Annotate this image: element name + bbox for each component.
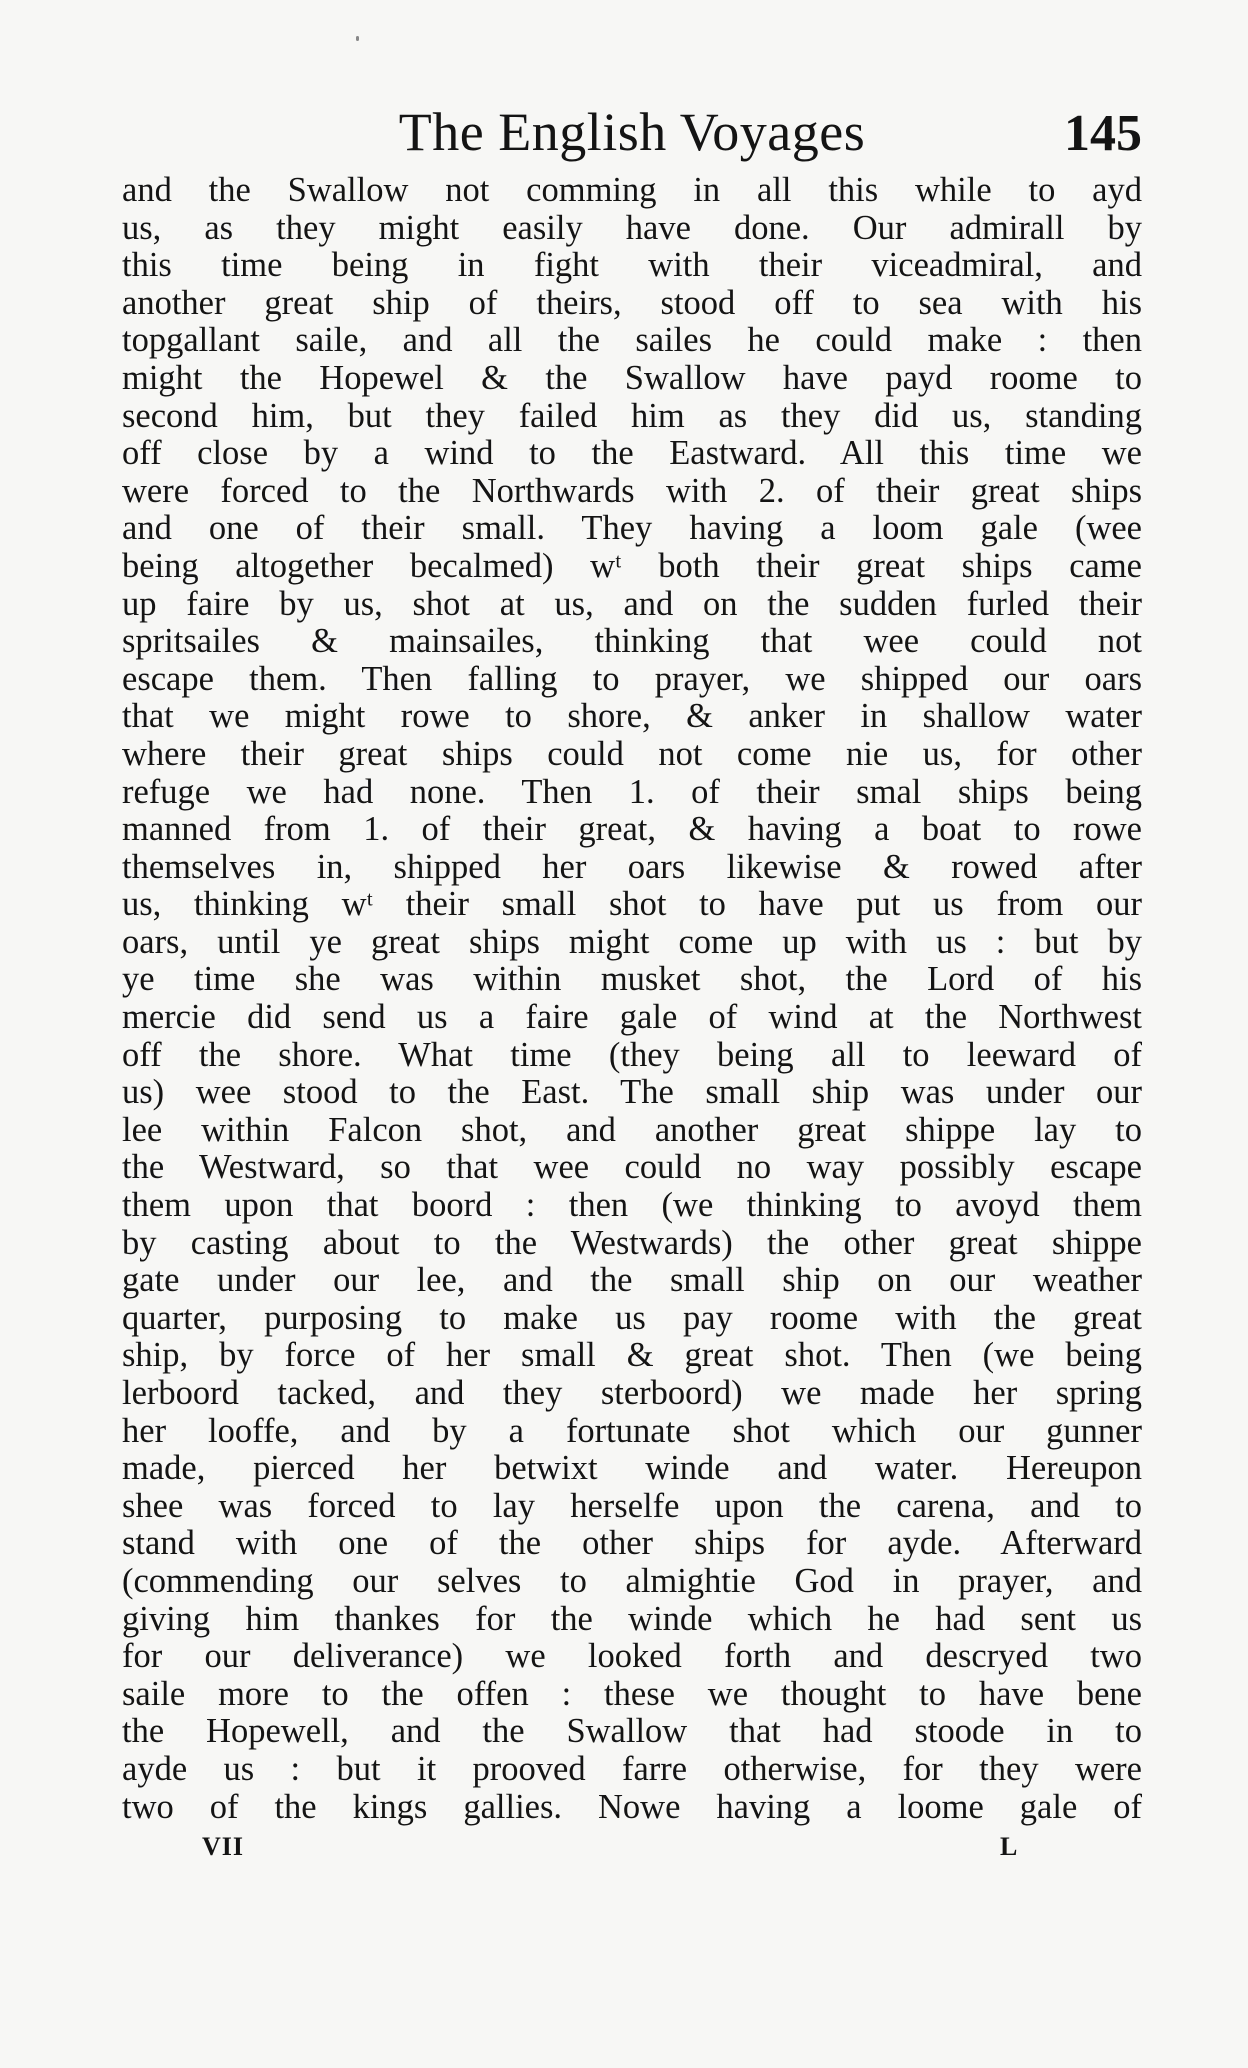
text-line: shee was forced to lay herselfe upon the carena, and to (122, 1487, 1142, 1525)
paper-speck (356, 36, 359, 41)
text-line: second him, but they failed him as they did us, standing (122, 397, 1142, 435)
text-line: ye time she was within musket shot, the Lord of his (122, 961, 1142, 999)
signature-mark-letter: L (1000, 1832, 1018, 1861)
text-line: made, pierced her betwixt winde and water. Hereupon (122, 1450, 1142, 1488)
text-line: (commending our selves to almightie God in prayer, and (122, 1562, 1142, 1600)
text-line: might the Hopewel & the Swallow have payd roome to (122, 359, 1142, 397)
page-number: 145 (1064, 105, 1142, 162)
text-line: manned from 1. of their great, & having a boat to rowe (122, 811, 1142, 849)
text-line: off close by a wind to the Eastward. All this time we (122, 435, 1142, 473)
text-line: ship, by force of her small & great shot. Then (we being (122, 1337, 1142, 1375)
text-line: giving him thankes for the winde which he had sent us (122, 1600, 1142, 1638)
text-line: themselves in, shipped her oars likewise & rowed after (122, 848, 1142, 886)
text-line: her looffe, and by a fortunate shot which our gunner (122, 1412, 1142, 1450)
text-line: two of the kings gallies. Nowe having a loome gale of (122, 1788, 1142, 1826)
text-line: gate under our lee, and the small ship on our weather (122, 1262, 1142, 1300)
text-line: stand with one of the other ships for ayde. Afterward (122, 1525, 1142, 1563)
text-line: them upon that boord : then (we thinking to avoyd them (122, 1187, 1142, 1225)
text-line: refuge we had none. Then 1. of their smal ships being (122, 773, 1142, 811)
page-footer (122, 1832, 1142, 1872)
text-line: being altogether becalmed) wᵗ both their great ships came (122, 547, 1142, 585)
text-line: topgallant saile, and all the sailes he could make : then (122, 322, 1142, 360)
text-line: oars, until ye great ships might come up with us : but by (122, 923, 1142, 961)
text-line: ayde us : but it prooved farre otherwise, for they were (122, 1750, 1142, 1788)
text-line: us) wee stood to the East. The small ship was under our (122, 1074, 1142, 1112)
text-line: for our deliverance) we looked forth and descryed two (122, 1638, 1142, 1676)
text-line: and one of their small. They having a loom gale (wee (122, 510, 1142, 548)
page-header (122, 92, 1142, 172)
text-line: that we might rowe to shore, & anker in shallow water (122, 698, 1142, 736)
text-line: this time being in fight with their viceadmiral, and (122, 247, 1142, 285)
text-line: spritsailes & mainsailes, thinking that wee could not (122, 623, 1142, 661)
text-line: lee within Falcon shot, and another great shippe lay to (122, 1111, 1142, 1149)
text-line: up faire by us, shot at us, and on the sudden furled their (122, 585, 1142, 623)
text-line: the Westward, so that wee could no way possibly escape (122, 1149, 1142, 1187)
text-line: us, thinking wᵗ their small shot to have put us from our (122, 886, 1142, 924)
signature-mark-volume: VII (202, 1832, 245, 1861)
running-title: The English Voyages (398, 102, 866, 162)
text-line: saile more to the offen : these we thought to have bene (122, 1675, 1142, 1713)
text-line: were forced to the Northwards with 2. of their great ships (122, 472, 1142, 510)
text-line: and the Swallow not comming in all this while to ayd (122, 172, 1142, 209)
text-line: another great ship of theirs, stood off to sea with his (122, 284, 1142, 322)
text-line: lerboord tacked, and they sterboord) we made her spring (122, 1375, 1142, 1412)
body-text (122, 172, 1142, 1826)
text-line: the Hopewell, and the Swallow that had stoode in to (122, 1713, 1142, 1751)
text-line: escape them. Then falling to prayer, we shipped our oars (122, 660, 1142, 698)
text-line: us, as they might easily have done. Our admirall by (122, 209, 1142, 247)
text-line: where their great ships could not come nie us, for other (122, 735, 1142, 773)
text-line: quarter, purposing to make us pay roome with the great (122, 1299, 1142, 1337)
text-line: mercie did send us a faire gale of wind at the Northwest (122, 999, 1142, 1037)
text-line: off the shore. What time (they being all to leeward of (122, 1036, 1142, 1074)
text-line: by casting about to the Westwards) the other great shippe (122, 1224, 1142, 1262)
